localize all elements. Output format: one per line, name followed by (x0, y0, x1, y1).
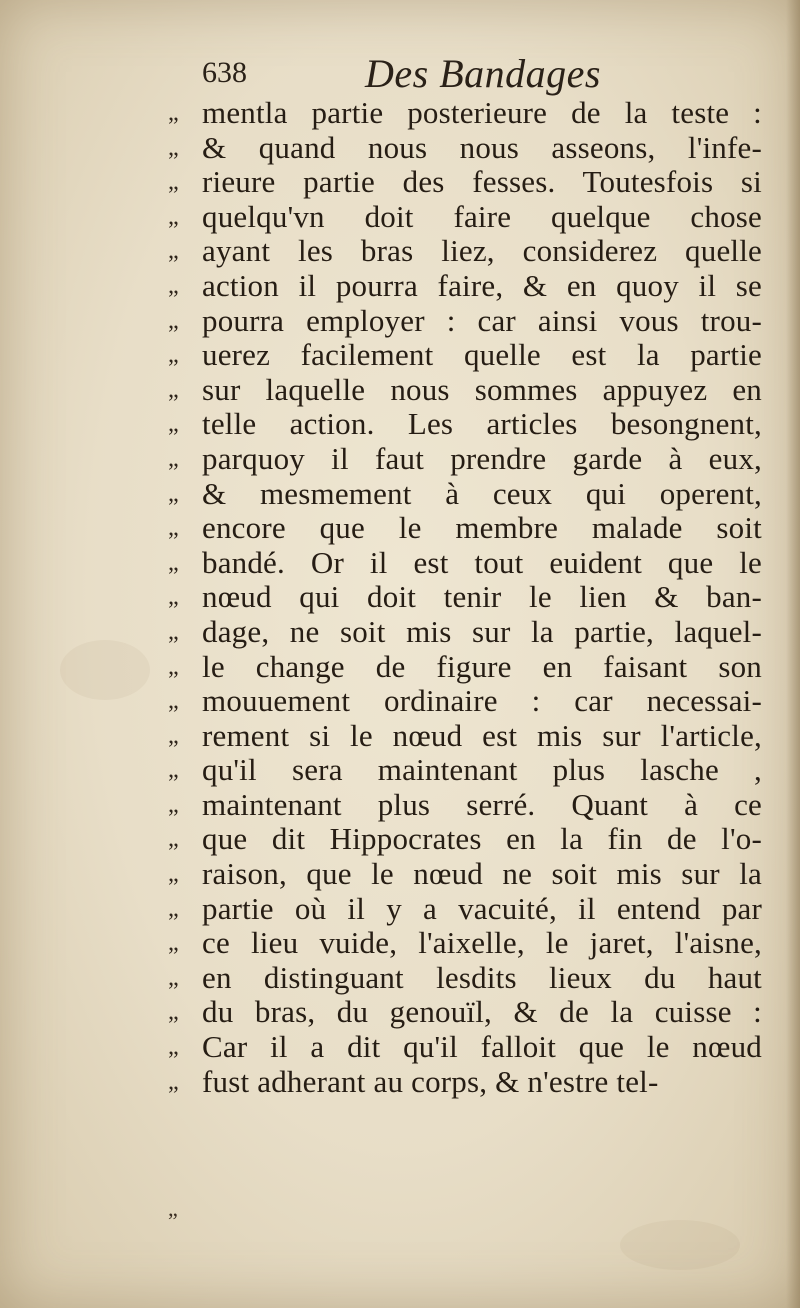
line-text: uerez facilement quelle est la partie (202, 337, 762, 373)
text-line (168, 546, 768, 581)
line-text: raison, que le nœud ne soit mis sur la (202, 856, 762, 892)
text-line (168, 753, 768, 788)
marginal-quote-mark: „ (168, 376, 179, 403)
page-edge-shadow (786, 0, 800, 1308)
text-line (168, 650, 768, 685)
paper-stain (620, 1220, 740, 1270)
marginal-quote-mark: „ (168, 618, 179, 645)
marginal-quote-mark: „ (168, 653, 179, 680)
text-line (168, 684, 768, 719)
body-text (168, 96, 768, 1099)
line-text: encore que le membre malade soit (202, 510, 762, 546)
marginal-quote-mark: „ (168, 999, 179, 1026)
marginal-quote-mark: „ (168, 134, 179, 161)
marginal-quote-mark: „ (168, 791, 179, 818)
page-number: 638 (202, 56, 247, 89)
line-text: Car il a dit qu'il falloit que le nœud (202, 1029, 762, 1065)
line-text: dage, ne soit mis sur la partie, laquel- (202, 613, 762, 649)
text-line (168, 857, 768, 892)
line-text: maintenant plus serré. Quant à ce (202, 786, 762, 822)
marginal-quote-mark: „ (168, 342, 179, 369)
text-line (168, 615, 768, 650)
text-line (168, 892, 768, 927)
marginal-quote-mark: „ (168, 307, 179, 334)
marginal-quote-mark: „ (168, 826, 179, 853)
marginal-quote-mark: „ (168, 964, 179, 991)
line-text: partie où il y a vacuité, il entend par (202, 890, 762, 926)
text-line (168, 477, 768, 512)
text-line (168, 131, 768, 166)
line-text: & mesmement à ceux qui operent, (202, 475, 762, 511)
line-text: pourra employer : car ainsi vous trou- (202, 302, 762, 338)
marginal-quote-mark: „ (168, 722, 179, 749)
text-line (168, 96, 768, 131)
line-text: mentla partie posterieure de la teste : (202, 95, 762, 130)
text-line (168, 200, 768, 235)
text-line (168, 995, 768, 1030)
line-text: nœud qui doit tenir le lien & ban- (202, 579, 762, 615)
text-line (168, 234, 768, 269)
marginal-quote-mark: „ (168, 1034, 179, 1061)
marginal-quote-mark: „ (168, 895, 179, 922)
marginal-quote-mark: „ (168, 930, 179, 957)
marginal-quote-mark: „ (168, 515, 179, 542)
text-line (168, 822, 768, 857)
marginal-quote-mark: „ (168, 1068, 179, 1095)
marginal-quote-mark: „ (168, 272, 179, 299)
line-text: le change de figure en faisant son (202, 648, 762, 684)
text-line (168, 269, 768, 304)
text-line (168, 511, 768, 546)
text-line (168, 304, 768, 339)
running-title: Des Bandages (365, 51, 601, 96)
text-line (168, 580, 768, 615)
marginal-quote-mark: „ (168, 100, 179, 126)
line-text: telle action. Les articles besongnent, (202, 406, 762, 442)
line-text: quelqu'vn doit faire quelque chose (202, 198, 762, 234)
marginal-quote-mark: „ (168, 238, 179, 265)
line-text: rieure partie des fesses. Toutesfois si (202, 164, 762, 200)
marginal-quote-mark: „ (168, 445, 179, 472)
catchword-quote-mark: „ (168, 1196, 178, 1221)
marginal-quote-mark: „ (168, 584, 179, 611)
line-text: qu'il sera maintenant plus lasche , (202, 752, 762, 788)
marginal-quote-mark: „ (168, 688, 179, 715)
text-line (168, 719, 768, 754)
marginal-quote-mark: „ (168, 757, 179, 784)
marginal-quote-mark: „ (168, 169, 179, 196)
line-text: ce lieu vuide, l'aixelle, le jaret, l'aisne, (202, 925, 762, 961)
line-text: fust adherant au corps, & n'estre tel- (202, 1063, 659, 1099)
line-text: parquoy il faut prendre garde à eux, (202, 440, 762, 476)
text-line (168, 338, 768, 373)
text-line (168, 407, 768, 442)
line-text: ayant les bras liez, considerez quelle (202, 233, 762, 269)
text-line (168, 442, 768, 477)
marginal-quote-mark: „ (168, 411, 179, 438)
line-text: bandé. Or il est tout euident que le (202, 544, 762, 580)
line-text: action il pourra faire, & en quoy il se (202, 267, 762, 303)
text-line (168, 926, 768, 961)
text-line (168, 1065, 768, 1100)
paper-stain (60, 640, 150, 700)
line-text: & quand nous nous asseons, l'infe- (202, 129, 762, 165)
line-text: sur laquelle nous sommes appuyez en (202, 371, 762, 407)
text-line (168, 165, 768, 200)
marginal-quote-mark: „ (168, 480, 179, 507)
line-text: en distinguant lesdits lieux du haut (202, 959, 762, 995)
line-text: du bras, du genouïl, & de la cuisse : (202, 994, 762, 1030)
text-line (168, 788, 768, 823)
text-line (168, 1030, 768, 1065)
line-text: rement si le nœud est mis sur l'article, (202, 717, 762, 753)
line-text: mouuement ordinaire : car necessai- (202, 683, 762, 719)
marginal-quote-mark: „ (168, 861, 179, 888)
marginal-quote-mark: „ (168, 549, 179, 576)
page-header (200, 50, 620, 98)
line-text: que dit Hippocrates en la fin de l'o- (202, 821, 762, 857)
text-line (168, 961, 768, 996)
marginal-quote-mark: „ (168, 203, 179, 230)
text-line (168, 373, 768, 408)
